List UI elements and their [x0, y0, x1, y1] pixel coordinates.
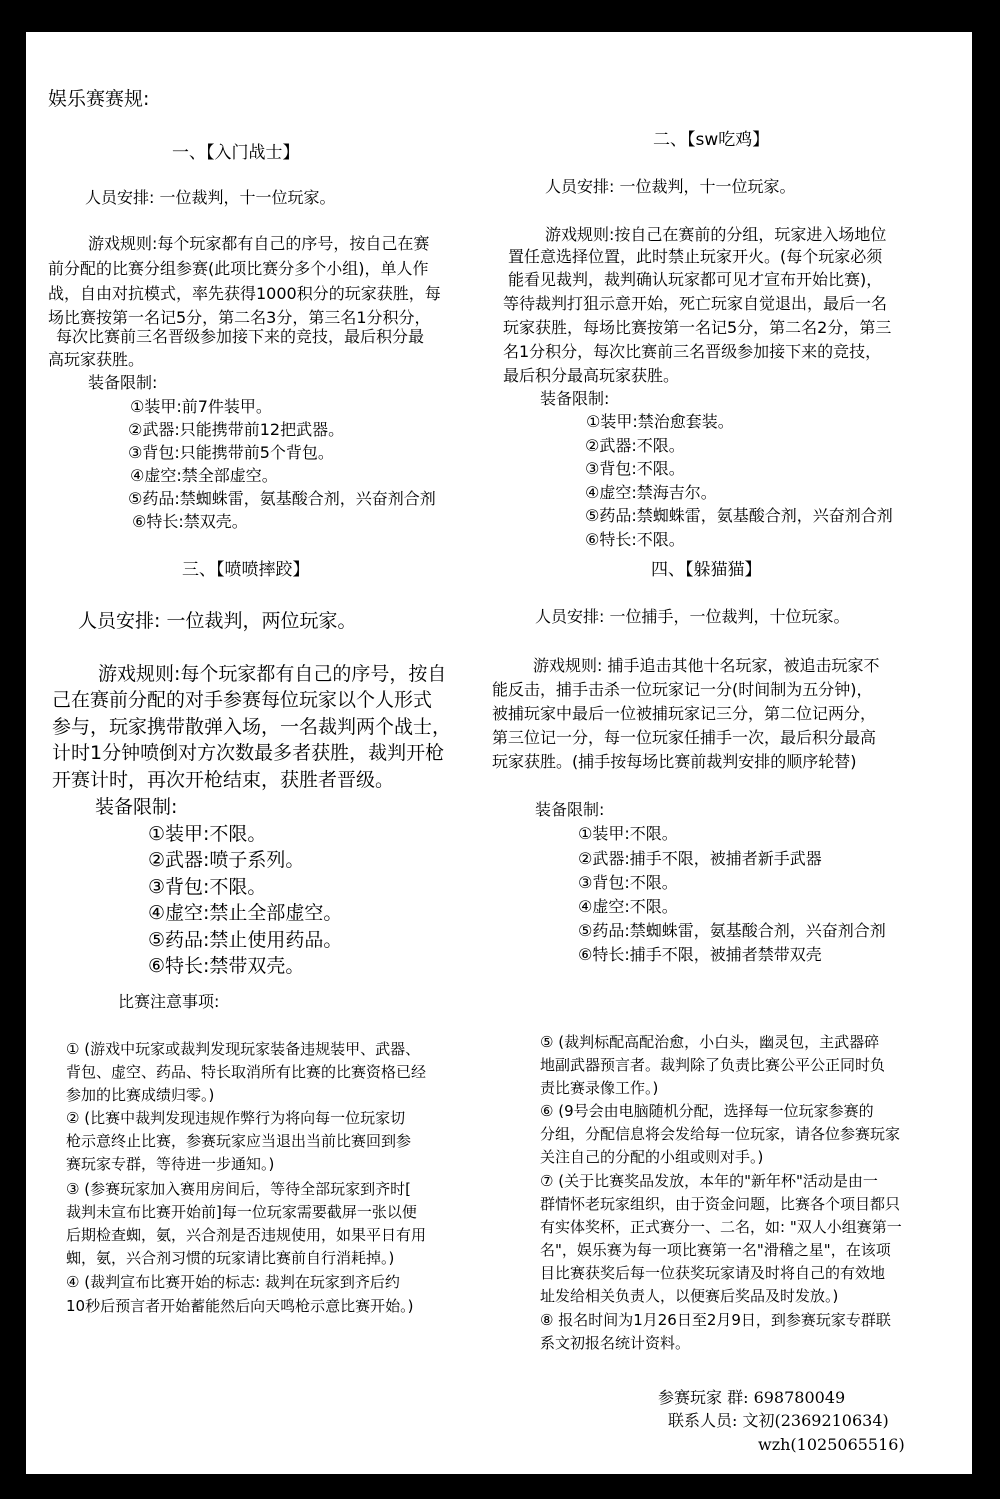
section-1-equip-title: 装备限制: — [88, 373, 158, 392]
note-line: 关注自己的分配的小组或则对手。) — [540, 1148, 764, 1166]
section-1-title: 一、【入门战士】 — [172, 143, 300, 163]
rules-line: 游戏规则:每个玩家都有自己的序号，按自己在赛 — [88, 234, 430, 253]
equip-item: ③背包:只能携带前5个背包。 — [128, 443, 334, 462]
note-line: 址发给相关负责人，以便赛后奖品及时发放。) — [540, 1287, 839, 1305]
rules-line: 置任意选择位置，此时禁止玩家开火。(每个玩家必须 — [508, 247, 883, 266]
section-3-equip-title: 装备限制: — [95, 796, 178, 818]
note-line: 责比赛录像工作。) — [540, 1079, 659, 1097]
rules-line: 玩家获胜，每场比赛按第一名记5分，第二名2分，第三 — [503, 318, 892, 337]
section-3-title: 三、【喷喷摔跤】 — [182, 560, 310, 580]
section-3-staff: 人员安排: 一位裁判，两位玩家。 — [78, 610, 357, 632]
note-line: 分组，分配信息将会发给每一位玩家，请各位参赛玩家 — [540, 1125, 901, 1143]
equip-item: ⑥特长:不限。 — [585, 530, 685, 549]
equip-item: ①装甲:前7件装甲。 — [130, 397, 272, 416]
rules-line: 场比赛按第一名记5分，第二名3分，第三名1分积分， — [48, 308, 431, 327]
note-line: 系文初报名统计资料。 — [540, 1334, 691, 1352]
rules-line: 能看见裁判，裁判确认玩家都可见才宣布开始比赛)， — [508, 270, 883, 289]
equip-item: ③背包:不限。 — [578, 873, 678, 892]
note-line: ⑥ (9号会由电脑随机分配，选择每一位玩家参赛的 — [540, 1102, 874, 1120]
note-line: 蜘，氨，兴合剂习惯的玩家请比赛前自行消耗掉。) — [66, 1249, 395, 1267]
rules-line: 等待裁判打狙示意开始，死亡玩家自觉退出，最后一名 — [503, 294, 888, 313]
section-1-staff: 人员安排: 一位裁判，十一位玩家。 — [85, 188, 336, 207]
equip-item: ①装甲:不限。 — [148, 823, 267, 845]
rules-line: 游戏规则: 捕手追击其他十名玩家，被追击玩家不 — [533, 656, 880, 675]
rules-line: 计时1分钟喷倒对方次数最多者获胜，裁判开枪 — [52, 742, 445, 764]
section-4-title: 四、【躲猫猫】 — [651, 560, 762, 580]
rules-line: 游戏规则:每个玩家都有自己的序号，按自 — [98, 663, 447, 685]
equip-item: ①装甲:不限。 — [578, 824, 678, 843]
note-line: ① (游戏中玩家或裁判发现玩家装备违规装甲、武器、 — [66, 1040, 421, 1058]
contact-person-2: wzh(1025065516) — [758, 1435, 905, 1454]
section-4-equip-title: 装备限制: — [535, 800, 605, 819]
note-line: 枪示意终止比赛，参赛玩家应当退出当前比赛回到参 — [66, 1132, 412, 1150]
equip-item: ②武器:喷子系列。 — [148, 849, 305, 871]
equip-item: ⑤药品:禁蜘蛛雷，氨基酸合剂，兴奋剂合剂 — [578, 921, 886, 940]
note-line: 名"，娱乐赛为每一项比赛第一名"滑稽之星"，在该项 — [540, 1241, 891, 1259]
note-line: 地副武器预言者。裁判除了负责比赛公平公正同时负 — [540, 1056, 886, 1074]
equip-item: ③背包:不限。 — [148, 876, 267, 898]
equip-item: ④虚空:禁全部虚空。 — [130, 466, 278, 485]
equip-item: ④虚空:禁海吉尔。 — [585, 483, 717, 502]
note-line: 参加的比赛成绩归零。) — [66, 1086, 215, 1104]
rules-line: 战，自由对抗模式，率先获得1000积分的玩家获胜，每 — [48, 284, 441, 303]
rules-line: 每次比赛前三名晋级参加接下来的竞技，最后积分最 — [56, 327, 425, 346]
note-line: 群情怀老玩家组织，由于资金问题，比赛各个项目都只 — [540, 1195, 901, 1213]
note-line: 目比赛获奖后每一位获奖玩家请及时将自己的有效地 — [540, 1264, 886, 1282]
equip-item: ②武器:不限。 — [585, 436, 685, 455]
equip-item: ⑤药品:禁止使用药品。 — [148, 929, 343, 951]
section-4-staff: 人员安排: 一位捕手，一位裁判，十位玩家。 — [535, 607, 850, 626]
note-line: 有实体奖杯，正式赛分一、二名，如: "双人小组赛第一 — [540, 1218, 902, 1236]
equip-item: ①装甲:禁治愈套装。 — [586, 412, 734, 431]
rules-line: 游戏规则:按自己在赛前的分组，玩家进入场地位 — [545, 225, 887, 244]
note-line: ③ (参赛玩家加入赛用房间后，等待全部玩家到齐时[ — [66, 1180, 411, 1198]
document-title: 娱乐赛赛规: — [48, 88, 150, 110]
note-line: ⑧ 报名时间为1月26日至2月9日，到参赛玩家专群联 — [540, 1311, 891, 1329]
equip-item: ⑥特长:捕手不限，被捕者禁带双壳 — [578, 945, 822, 964]
rules-line: 最后积分最高玩家获胜。 — [503, 366, 680, 385]
equip-item: ③背包:不限。 — [585, 459, 685, 478]
rules-line: 名1分积分，每次比赛前三名晋级参加接下来的竞技， — [503, 342, 882, 361]
note-line: 赛玩家专群，等待进一步通知。) — [66, 1155, 275, 1173]
equip-item: ②武器:只能携带前12把武器。 — [128, 420, 345, 439]
equip-item: ⑥特长:禁双壳。 — [132, 512, 248, 531]
equip-item: ④虚空:禁止全部虚空。 — [148, 902, 343, 924]
note-line: 背包、虚空、药品、特长取消所有比赛的比赛资格已经 — [66, 1063, 427, 1081]
note-line: 后期检查蜘，氨，兴合剂是否违规使用，如果平日有用 — [66, 1226, 427, 1244]
contact-person-1: 联系人员: 文初(2369210634) — [668, 1411, 889, 1430]
rules-line: 高玩家获胜。 — [48, 350, 145, 369]
section-2-title: 二、【sw吃鸡】 — [653, 130, 770, 150]
rules-line: 参与，玩家携带散弹入场，一名裁判两个战士， — [52, 716, 452, 738]
rules-line: 前分配的比赛分组参赛(此项比赛分多个小组)，单人作 — [48, 259, 429, 278]
contact-group: 参赛玩家 群: 698780049 — [658, 1388, 846, 1407]
rules-line: 己在赛前分配的对手参赛每位玩家以个人形式 — [52, 689, 433, 711]
equip-item: ⑤药品:禁蜘蛛雷，氨基酸合剂，兴奋剂合剂 — [128, 489, 436, 508]
rules-line: 玩家获胜。(捕手按每场比赛前裁判安排的顺序轮替) — [492, 752, 857, 771]
section-2-staff: 人员安排: 一位裁判，十一位玩家。 — [545, 177, 796, 196]
notes-title: 比赛注意事项: — [118, 992, 220, 1011]
note-line: 10秒后预言者开始蓄能然后向天鸣枪示意比赛开始。) — [66, 1297, 414, 1315]
equip-item: ②武器:捕手不限，被捕者新手武器 — [578, 849, 822, 868]
equip-item: ⑤药品:禁蜘蛛雷，氨基酸合剂，兴奋剂合剂 — [585, 506, 893, 525]
rules-line: 能反击，捕手击杀一位玩家记一分(时间制为五分钟)， — [492, 680, 873, 699]
equip-item: ⑥特长:禁带双壳。 — [148, 955, 305, 977]
note-line: ④ (裁判宣布比赛开始的标志: 裁判在玩家到齐后约 — [66, 1273, 400, 1291]
note-line: 裁判未宣布比赛开始前]每一位玩家需要截屏一张以便 — [66, 1203, 417, 1221]
note-line: ② (比赛中裁判发现违规作弊行为将向每一位玩家切 — [66, 1109, 406, 1127]
rules-line: 被捕玩家中最后一位被捕玩家记三分，第二位记两分， — [492, 704, 877, 723]
section-2-equip-title: 装备限制: — [540, 389, 610, 408]
note-line: ⑦ (关于比赛奖品发放，本年的"新年杯"活动是由一 — [540, 1172, 878, 1190]
rules-line: 开赛计时，再次开枪结束，获胜者晋级。 — [52, 769, 395, 791]
rules-line: 第三位记一分，每一位玩家任捕手一次，最后积分最高 — [492, 728, 877, 747]
note-line: ⑤ (裁判标配高配治愈，小白头，幽灵包，主武器碎 — [540, 1033, 880, 1051]
equip-item: ④虚空:不限。 — [578, 897, 678, 916]
